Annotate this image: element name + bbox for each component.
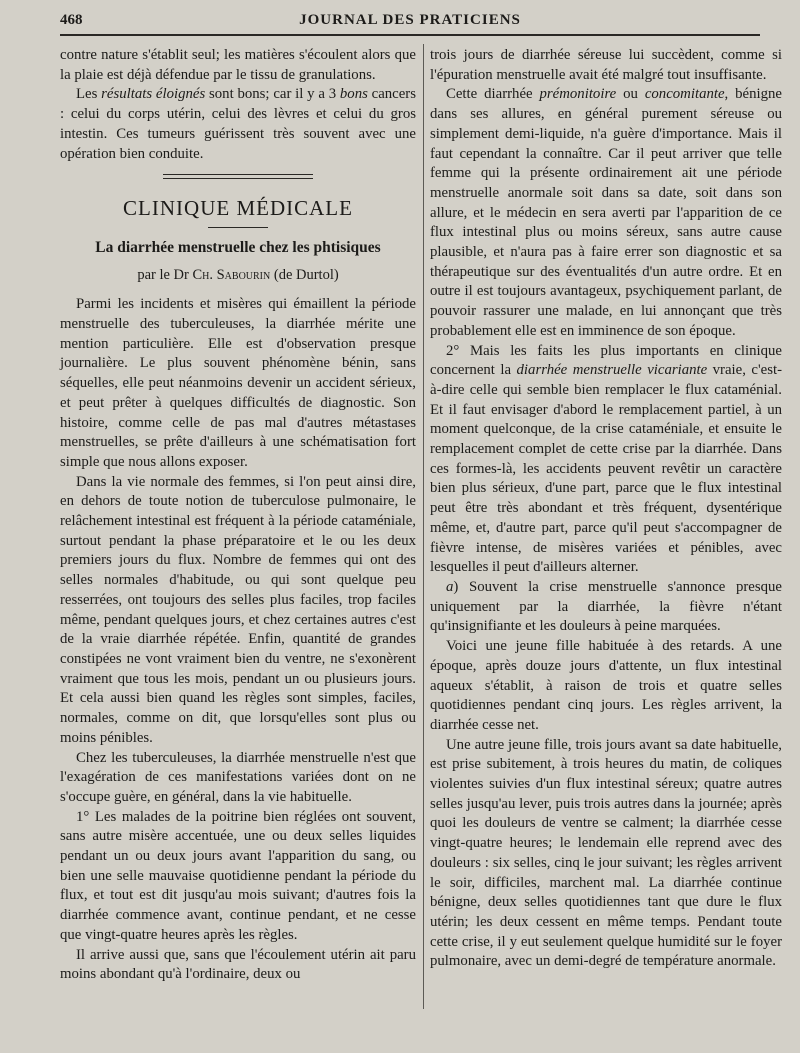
paragraph: Dans la vie normale des femmes, si l'on peut ainsi dire, en dehors de toute notion de tuberculose pulmonaire, le relâchement intestinal est fréquent à la période cataméniale, surtout pendant la phase préparatoire et le ou les deux premiers jours du flux. Nombre de femmes qui ont des selles normales d'habitude, ou qui sont quelque peu resserrées, ont toujours des selles plus faciles, trop faciles même, pendant quelques jours, et chez certaines autres c'est de la vraie diarrhée répétée. Enfin, quantité de grandes constipées ne vont vraiment bien du ventre, ne s'exonèrent vraiment que tous les mois, pendant un ou plusieurs jours. Et cela aussi bien quand les règles sont simples, faciles, normales, comme on dit, que lorsqu'elles sont plus ou moins pénibles.	[60, 473, 416, 746]
paragraph: Les résultats éloignés sont bons; car il y a 3 bons cancers : celui du corps utérin, celui des lèvres et celui du gros intestin. Ces tumeurs guérissent très souvent avec une opération bien conduite.	[60, 86, 416, 162]
column-divider	[423, 44, 424, 1009]
article-title: La diarrhée menstruelle chez les phtisiques	[95, 238, 381, 256]
left-column	[60, 46, 416, 985]
paragraph: trois jours de diarrhée séreuse lui succèdent, comme si l'épuration menstruelle avait été malgré tout insuffisante.	[430, 47, 782, 83]
paragraph: Chez les tuberculeuses, la diarrhée menstruelle n'est que l'exagération de ces manifestations variées dont on ne s'occupe guère, en général, dans la vie habituelle.	[60, 749, 416, 805]
paragraph: Voici une jeune fille habituée à des retards. A une époque, après douze jours d'attente, un flux intestinal aqueux s'établit, à raison de trois et quatre selles quotidiennes pendant cinq jours. Les règles arrivent, la diarrhée cesse net.	[430, 638, 782, 733]
section-title: CLINIQUE MÉDICALE	[123, 196, 353, 221]
paragraph: contre nature s'établit seul; les matières s'écoulent alors que la plaie est déjà défendue par le tissu de granulations.	[60, 47, 416, 83]
paragraph: a) Souvent la crise menstruelle s'annonce presque uniquement par la diarrhée, la fièvre n'étant qu'insignifiante et les douleurs à peine marquées.	[430, 578, 782, 635]
running-header	[60, 10, 760, 36]
journal-title: JOURNAL DES PRATICIENS	[299, 12, 521, 28]
title-underline	[208, 227, 268, 228]
right-column	[430, 46, 782, 972]
paragraph: Il arrive aussi que, sans que l'écoulement utérin ait paru moins abondant qu'à l'ordinaire, deux ou	[60, 946, 416, 983]
section-divider	[163, 174, 313, 179]
paragraph: 2° Mais les faits les plus importants en clinique concernent la diarrhée menstruelle vicariante vraie, c'est-à-dire celle qui semble bien remplacer le flux cataménial. Et il faut envisager d'abord le remplacement partiel, à un moment quelconque, de la crise cataméniale, et ensuite le remplacement complet de cette crise par la diarrhée. Dans ces formes-là, les accidents peuvent revêtir un caractère bien plus sérieux, d'une part, parce que le flux intestinal peut être très abondant et très fréquent, dysentérique même, et, d'autre part, parce qu'il peut s'accompagner de fièvre intense, de misères variées et pénibles, avec lesquelles il peut d'ailleurs alterner.	[430, 342, 782, 576]
paragraph: Cette diarrhée prémonitoire ou concomitante, bénigne dans ses allures, en général purement séreuse ou simplement demi-liquide, n'a guère d'importance. Mais il faut cependant la connaître. Car il peut arriver que telle femme qui la présente ordinairement ait une période menstruelle anormale soit dans sa date, soit dans son allure, et le médecin en sera averti par l'apparition de ce flux intestinal plus ou moins séreux, sans autre cause plausible, et n'aura pas à faire errer son diagnostic et sa thérapeutique sur des éventualités d'un autre ordre. Et en outre il est toujours avantageux, psychiquement parlant, de pouvoir rassurer une malade, en lui annonçant que très probablement elle est en imminence de son époque.	[430, 86, 782, 339]
paragraph: 1° Les malades de la poitrine bien réglées ont souvent, sans autre misère accentuée, une ou deux selles liquides pendant un ou deux jours avant l'apparition du sang, ou bien une selle mauvaise quotidienne pendant la période du flux, et tout est dit jusqu'au mois suivant; d'autres fois la diarrhée commence avant, continue pendant, et ne cesse que vingt-quatre heures après les règles.	[60, 808, 416, 943]
page-number: 468	[60, 12, 83, 28]
byline: par le Dr Ch. Sabourin (de Durtol)	[137, 266, 339, 283]
paragraph: Parmi les incidents et misères qui émaillent la période menstruelle des tuberculeuses, la diarrhée mérite une mention particulière. Elle est d'observation presque journalière. Le plus souvent phénomène bénin, sans séquelles, elle peut néanmoins devenir un accident sérieux, et peut prêter à quelques difficultés de diagnostic. Son histoire, comme celle de pas mal d'autres métastases menstruelles, se prête d'ailleurs à une schématisation fort simple que nous allons exposer.	[60, 296, 416, 470]
paragraph: Une autre jeune fille, trois jours avant sa date habituelle, est prise subitement, à trois heures du matin, de coliques violentes suivies d'un flux intestinal séreux; quatre autres selles jusqu'au lever, puis trois autres dans la journée; après quoi les douleurs de ventre se calment; la diarrhée cesse vingt-quatre heures; le lendemain elle reprend avec des douleurs : six selles, cinq le jour suivant; les règles arrivent le soir, difficiles, marchent mal. La diarrhée continue bénigne, deux selles quotidiennes tant que dure le flux utérin; les deux cessent en même temps. Pendant toute cette crise, il y eut seulement quelque humidité sur le foyer pulmonaire, avec un demi-degré de température anormale.	[430, 736, 782, 970]
